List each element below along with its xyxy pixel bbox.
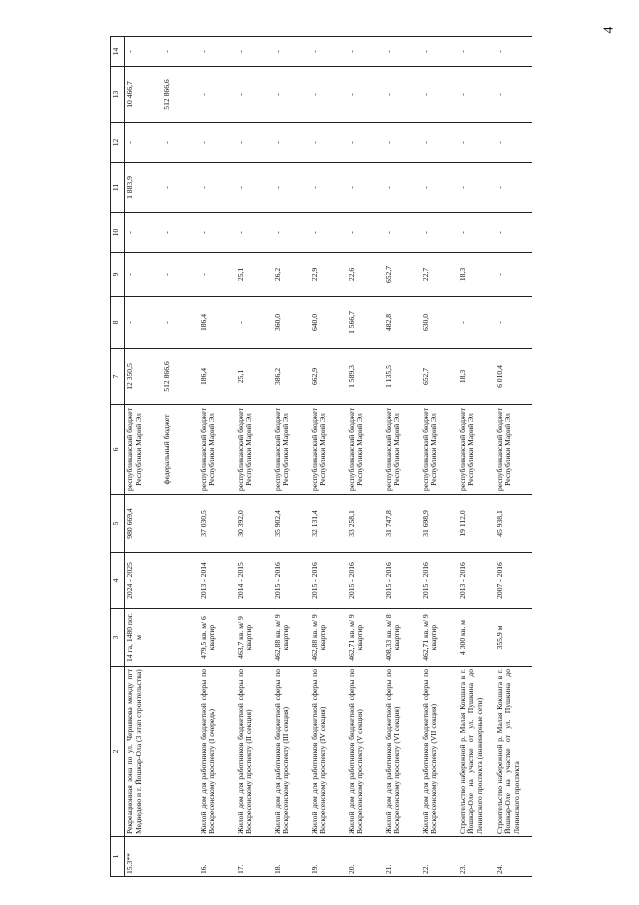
value-col-12: - [162, 123, 199, 163]
value-col-14: - [236, 37, 273, 67]
value-col-12: - [125, 123, 162, 163]
table-row [162, 37, 199, 877]
value-col-13: - [458, 67, 495, 123]
value-col-14: - [495, 37, 532, 67]
funding-source: республиканский бюджет Республики Марий Эл [125, 405, 162, 495]
column-header: 11 [111, 163, 125, 213]
row-number: 17. [236, 837, 273, 877]
value-col-8: - [495, 297, 532, 349]
value-col-12: - [310, 123, 347, 163]
estimated-cost: 31 747,8 [384, 495, 421, 553]
table-row [125, 37, 162, 877]
row-number: 23. [458, 837, 495, 877]
value-col-10: - [273, 213, 310, 253]
value-col-13: - [199, 67, 236, 123]
column-header: 14 [111, 37, 125, 67]
value-col-8: - [236, 297, 273, 349]
estimated-cost: 30 392,0 [236, 495, 273, 553]
value-col-10: - [421, 213, 458, 253]
capacity: 462,88 кв. м/ 9 квартир [310, 609, 347, 667]
funding-source: республиканский бюджет Республики Марий Эл [458, 405, 495, 495]
value-col-11: - [347, 163, 384, 213]
funding-source: республиканский бюджет Республики Марий Эл [236, 405, 273, 495]
rotated-table-container [110, 37, 521, 877]
value-col-14: - [384, 37, 421, 67]
value-col-9: 652,7 [384, 253, 421, 297]
value-col-10: - [310, 213, 347, 253]
value-col-10: - [384, 213, 421, 253]
value-col-10: - [162, 213, 199, 253]
funding-source: республиканский бюджет Республики Марий Эл [495, 405, 532, 495]
value-col-7: 662,9 [310, 349, 347, 405]
funding-source: республиканский бюджет Республики Марий Эл [199, 405, 236, 495]
column-header: 8 [111, 297, 125, 349]
value-col-8: 186,4 [199, 297, 236, 349]
value-col-12: - [458, 123, 495, 163]
value-col-13: 10 466,7 [125, 67, 162, 123]
object-name: Жилой дом для работников бюджетной сферы по Воскресенскому проспекту (V секция) [347, 667, 384, 837]
value-col-7: 12 350,5 [125, 349, 162, 405]
value-col-7: 652,7 [421, 349, 458, 405]
object-name: Строительство набережной р. Малая Кокшага в г. Йошкар-Оле на участке от ул. Пушкина до Ленинского проспекта (инженерные сети) [458, 667, 495, 837]
construction-period: 2014 - 2015 [236, 553, 273, 609]
value-col-13: - [495, 67, 532, 123]
value-col-7: 386,2 [273, 349, 310, 405]
estimated-cost: 45 938,1 [495, 495, 532, 553]
object-name: Жилой дом для работников бюджетной сферы по Воскресенскому проспекту (III секция) [273, 667, 310, 837]
table-row [310, 37, 347, 877]
value-col-9: 22,7 [421, 253, 458, 297]
estimated-cost: 33 258,1 [347, 495, 384, 553]
value-col-7: 1 589,3 [347, 349, 384, 405]
estimated-cost [162, 495, 199, 553]
value-col-13: - [347, 67, 384, 123]
value-col-7: 512 866,6 [162, 349, 199, 405]
value-col-11: - [310, 163, 347, 213]
row-number: 18. [273, 837, 310, 877]
value-col-14: - [125, 37, 162, 67]
value-col-14: - [310, 37, 347, 67]
construction-period: 2015 - 2016 [384, 553, 421, 609]
capacity: 463,7 кв. м/ 9 квартир [236, 609, 273, 667]
row-number: 15.3** [125, 837, 162, 877]
value-col-11: - [162, 163, 199, 213]
value-col-8: 630,0 [421, 297, 458, 349]
funding-source: федеральный бюджет [162, 405, 199, 495]
column-header: 12 [111, 123, 125, 163]
object-name: Рекреационная зона по ул. Чернякова между пгт Медведево и г. Йошкар-Ола (3 этап строительства) [125, 667, 162, 837]
value-col-8: - [125, 297, 162, 349]
value-col-10: - [495, 213, 532, 253]
value-col-13: - [384, 67, 421, 123]
construction-period: 2015 - 2016 [347, 553, 384, 609]
column-header: 9 [111, 253, 125, 297]
estimated-cost: 980 669,4 [125, 495, 162, 553]
construction-period: 2013 - 2016 [458, 553, 495, 609]
value-col-10: - [236, 213, 273, 253]
value-col-10: - [347, 213, 384, 253]
value-col-9: 18,3 [458, 253, 495, 297]
value-col-13: - [310, 67, 347, 123]
value-col-9: - [162, 253, 199, 297]
column-header: 2 [111, 667, 125, 837]
value-col-12: - [495, 123, 532, 163]
construction-period: 2024 - 2025 [125, 553, 162, 609]
estimated-cost: 37 030,5 [199, 495, 236, 553]
budget-table [110, 36, 532, 877]
value-col-9: - [125, 253, 162, 297]
value-col-7: 25,1 [236, 349, 273, 405]
value-col-12: - [236, 123, 273, 163]
capacity: 462,71 кв. м/ 9 квартир [347, 609, 384, 667]
value-col-14: - [199, 37, 236, 67]
capacity: 14 га, 1480 пог. м [125, 609, 162, 667]
estimated-cost: 31 698,9 [421, 495, 458, 553]
row-number: 22. [421, 837, 458, 877]
page-number: 4 [601, 26, 617, 34]
value-col-14: - [347, 37, 384, 67]
estimated-cost: 35 902,4 [273, 495, 310, 553]
object-name: Жилой дом для работников бюджетной сферы по Воскресенскому проспекту (VII секция) [421, 667, 458, 837]
construction-period: 2013 - 2014 [199, 553, 236, 609]
estimated-cost: 32 131,4 [310, 495, 347, 553]
table-row [273, 37, 310, 877]
value-col-8: 640,0 [310, 297, 347, 349]
value-col-7: 1 135,5 [384, 349, 421, 405]
capacity: 479,5 кв. м/ 6 квартир [199, 609, 236, 667]
value-col-10: - [458, 213, 495, 253]
value-col-9: 22,9 [310, 253, 347, 297]
column-header: 3 [111, 609, 125, 667]
funding-source: республиканский бюджет Республики Марий Эл [310, 405, 347, 495]
capacity: 408,33 кв. м/ 8 квартир [384, 609, 421, 667]
value-col-13: - [421, 67, 458, 123]
object-name: Жилой дом для работников бюджетной сферы по Воскресенскому проспекту (IV секция) [310, 667, 347, 837]
column-header: 10 [111, 213, 125, 253]
value-col-12: - [273, 123, 310, 163]
funding-source: республиканский бюджет Республики Марий Эл [273, 405, 310, 495]
row-number: 20. [347, 837, 384, 877]
capacity: 355,9 м [495, 609, 532, 667]
value-col-13: - [273, 67, 310, 123]
value-col-8: - [458, 297, 495, 349]
object-name [162, 667, 199, 837]
column-header: 4 [111, 553, 125, 609]
column-header: 5 [111, 495, 125, 553]
value-col-9: 25,1 [236, 253, 273, 297]
construction-period [162, 553, 199, 609]
column-header: 7 [111, 349, 125, 405]
object-name: Жилой дом для работников бюджетной сферы по Воскресенскому проспекту (I очередь) [199, 667, 236, 837]
value-col-8: 1 566,7 [347, 297, 384, 349]
value-col-8: 360,0 [273, 297, 310, 349]
value-col-9: 22,6 [347, 253, 384, 297]
table-row [347, 37, 384, 877]
row-number: 21. [384, 837, 421, 877]
value-col-14: - [458, 37, 495, 67]
value-col-9: - [495, 253, 532, 297]
value-col-11: - [199, 163, 236, 213]
table-row [495, 37, 532, 877]
row-number: 19. [310, 837, 347, 877]
value-col-7: 18,3 [458, 349, 495, 405]
value-col-8: - [162, 297, 199, 349]
table-row [421, 37, 458, 877]
value-col-11: 1 883,9 [125, 163, 162, 213]
value-col-14: - [162, 37, 199, 67]
value-col-11: - [273, 163, 310, 213]
value-col-12: - [421, 123, 458, 163]
header-row [111, 37, 125, 877]
table-row [236, 37, 273, 877]
funding-source: республиканский бюджет Республики Марий Эл [421, 405, 458, 495]
value-col-12: - [199, 123, 236, 163]
value-col-7: 186,4 [199, 349, 236, 405]
value-col-9: - [199, 253, 236, 297]
column-header: 6 [111, 405, 125, 495]
value-col-8: 482,8 [384, 297, 421, 349]
construction-period: 2015 - 2016 [273, 553, 310, 609]
value-col-14: - [421, 37, 458, 67]
table-row [199, 37, 236, 877]
row-number [162, 837, 199, 877]
value-col-11: - [384, 163, 421, 213]
value-col-12: - [347, 123, 384, 163]
construction-period: 2015 - 2016 [421, 553, 458, 609]
column-header: 1 [111, 837, 125, 877]
capacity: 462,88 кв. м/ 9 квартир [273, 609, 310, 667]
value-col-10: - [199, 213, 236, 253]
value-col-11: - [495, 163, 532, 213]
value-col-11: - [236, 163, 273, 213]
value-col-11: - [458, 163, 495, 213]
estimated-cost: 19 112,0 [458, 495, 495, 553]
value-col-10: - [125, 213, 162, 253]
capacity [162, 609, 199, 667]
funding-source: республиканский бюджет Республики Марий Эл [384, 405, 421, 495]
table-body [125, 37, 532, 877]
value-col-7: 6 010,4 [495, 349, 532, 405]
table-row [458, 37, 495, 877]
value-col-13: - [236, 67, 273, 123]
capacity: 462,71 кв. м/ 9 квартир [421, 609, 458, 667]
object-name: Строительство набережной р. Малая Кокшага в г. Йошкар-Оле на участке от ул. Пушкина до Ленинского проспекта [495, 667, 532, 837]
table-row [384, 37, 421, 877]
value-col-14: - [273, 37, 310, 67]
construction-period: 2007 - 2016 [495, 553, 532, 609]
value-col-9: 26,2 [273, 253, 310, 297]
value-col-12: - [384, 123, 421, 163]
object-name: Жилой дом для работников бюджетной сферы по Воскресенскому проспекту (VI секция) [384, 667, 421, 837]
value-col-13: 512 866,6 [162, 67, 199, 123]
funding-source: республиканский бюджет Республики Марий Эл [347, 405, 384, 495]
object-name: Жилой дом для работников бюджетной сферы по Воскресенскому проспекту (II секция) [236, 667, 273, 837]
column-header: 13 [111, 67, 125, 123]
row-number: 24. [495, 837, 532, 877]
value-col-11: - [421, 163, 458, 213]
construction-period: 2015 - 2016 [310, 553, 347, 609]
capacity: 4 300 кв. м [458, 609, 495, 667]
row-number: 16. [199, 837, 236, 877]
